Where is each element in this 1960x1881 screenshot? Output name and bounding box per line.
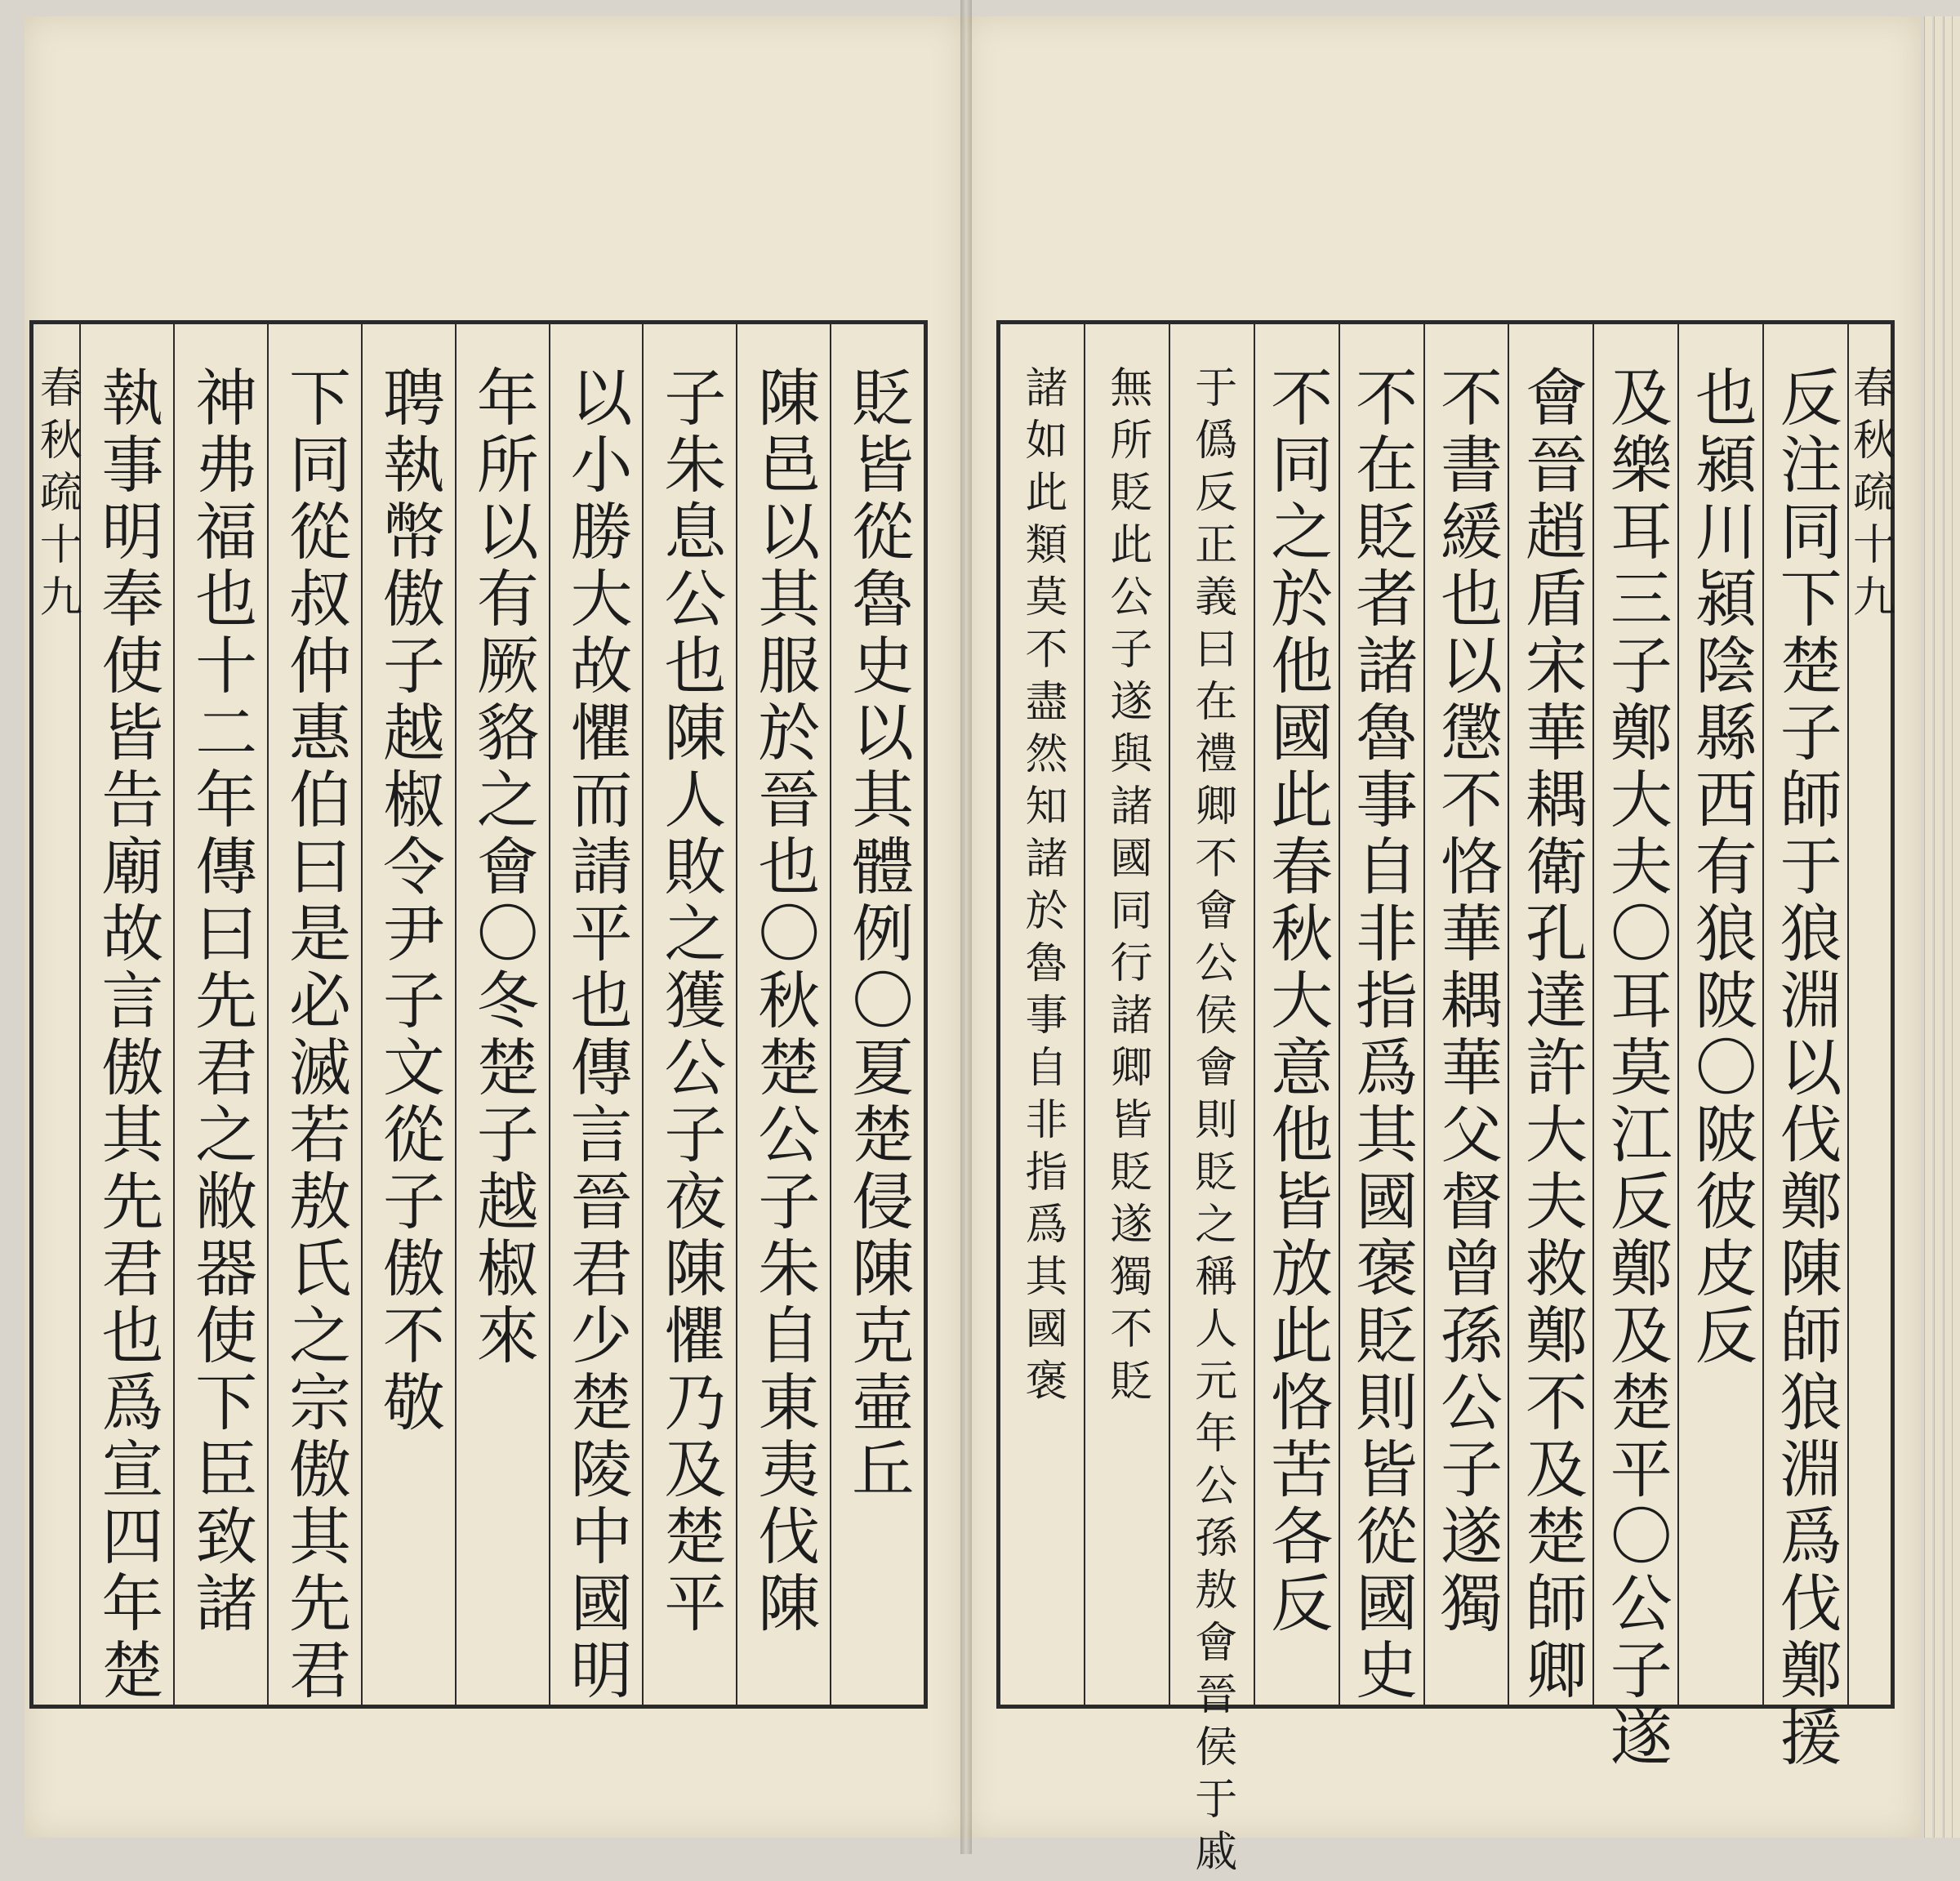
text-column [1169, 324, 1254, 1881]
text-column [1677, 324, 1762, 1705]
column-text: 陳邑以其服於晉也〇秋楚公子朱自東夷伐陳 [747, 365, 821, 1638]
column-text: 也潁川潁陰縣西有狼陂〇陂彼皮反 [1685, 365, 1758, 1370]
column-text: 不書緩也以懲不恪華耦華父督曾孫公子遂獨 [1430, 365, 1503, 1638]
text-column [1762, 324, 1847, 1772]
text-column [361, 324, 455, 1705]
text-column [1000, 324, 1084, 1705]
text-column [455, 324, 549, 1705]
text-column [830, 324, 924, 1705]
column-text: 下同從叔仲惠伯曰是必滅若敖氏之宗傲其先君 [278, 365, 352, 1705]
column-text: 年所以有厥貉之會〇冬楚子越椒來 [466, 365, 540, 1370]
column-text: 神弗福也十二年傳曰先君之敝器使下臣致諸 [185, 365, 258, 1638]
text-column [79, 324, 173, 1705]
column-text: 執事明奉使皆告廟故言傲其先君也爲宣四年楚 [91, 365, 164, 1705]
text-column [1254, 324, 1339, 1705]
text-column [1423, 324, 1508, 1705]
column-text: 聘執幣傲子越椒令尹子文從子傲不敬 [372, 365, 446, 1437]
column-text: 子朱息公也陳人敗之獲公子夜陳懼乃及楚平 [653, 365, 727, 1638]
text-column [736, 324, 830, 1705]
text-column [267, 324, 361, 1705]
column-text: 及樂耳三子鄭大夫〇耳莫江反鄭及楚平〇公子遂 [1600, 365, 1673, 1772]
text-column [173, 324, 267, 1705]
column-text: 不在貶者諸魯事自非指爲其國褒貶則皆從國史 [1345, 365, 1419, 1705]
column-text: 以小勝大故懼而請平也傳言晉君少楚陵中國明 [560, 365, 634, 1705]
left-text-frame [29, 320, 928, 1709]
column-text: 貶皆從魯史以其體例〇夏楚侵陳克壷丘 [841, 365, 915, 1504]
text-column [1084, 324, 1169, 1705]
text-column [642, 324, 736, 1705]
margin-column [1845, 324, 1895, 1705]
column-text: 無所貶此公子遂與諸國同行諸卿皆貶遂獨不貶 [1102, 365, 1152, 1411]
column-text: 諸如此類莫不盡然知諸於魯事自非指爲其國褒 [1017, 365, 1067, 1411]
text-column [1592, 324, 1677, 1772]
page-edges [1921, 16, 1960, 1838]
text-column [1339, 324, 1423, 1705]
text-column [549, 324, 643, 1705]
book-gutter [960, 0, 972, 1854]
column-text: 不同之於他國此春秋大意他皆放此恪苦各反 [1260, 365, 1334, 1638]
column-text: 會晉趙盾宋華耦衛孔達許大夫救鄭不及楚師卿 [1515, 365, 1588, 1705]
margin-title: 春秋疏十九 [1845, 365, 1895, 626]
text-column [1508, 324, 1592, 1705]
margin-title: 春秋疏十九 [32, 365, 82, 626]
margin-column [32, 324, 82, 1705]
column-text: 反注同下楚子師于狼淵以伐鄭陳師狼淵爲伐鄭援 [1770, 365, 1843, 1772]
right-text-frame [996, 320, 1895, 1881]
column-text: 于僞反正義曰在禮卿不會公侯會則貶之稱人元年公孫敖會晉侯于戚 [1187, 365, 1236, 1881]
